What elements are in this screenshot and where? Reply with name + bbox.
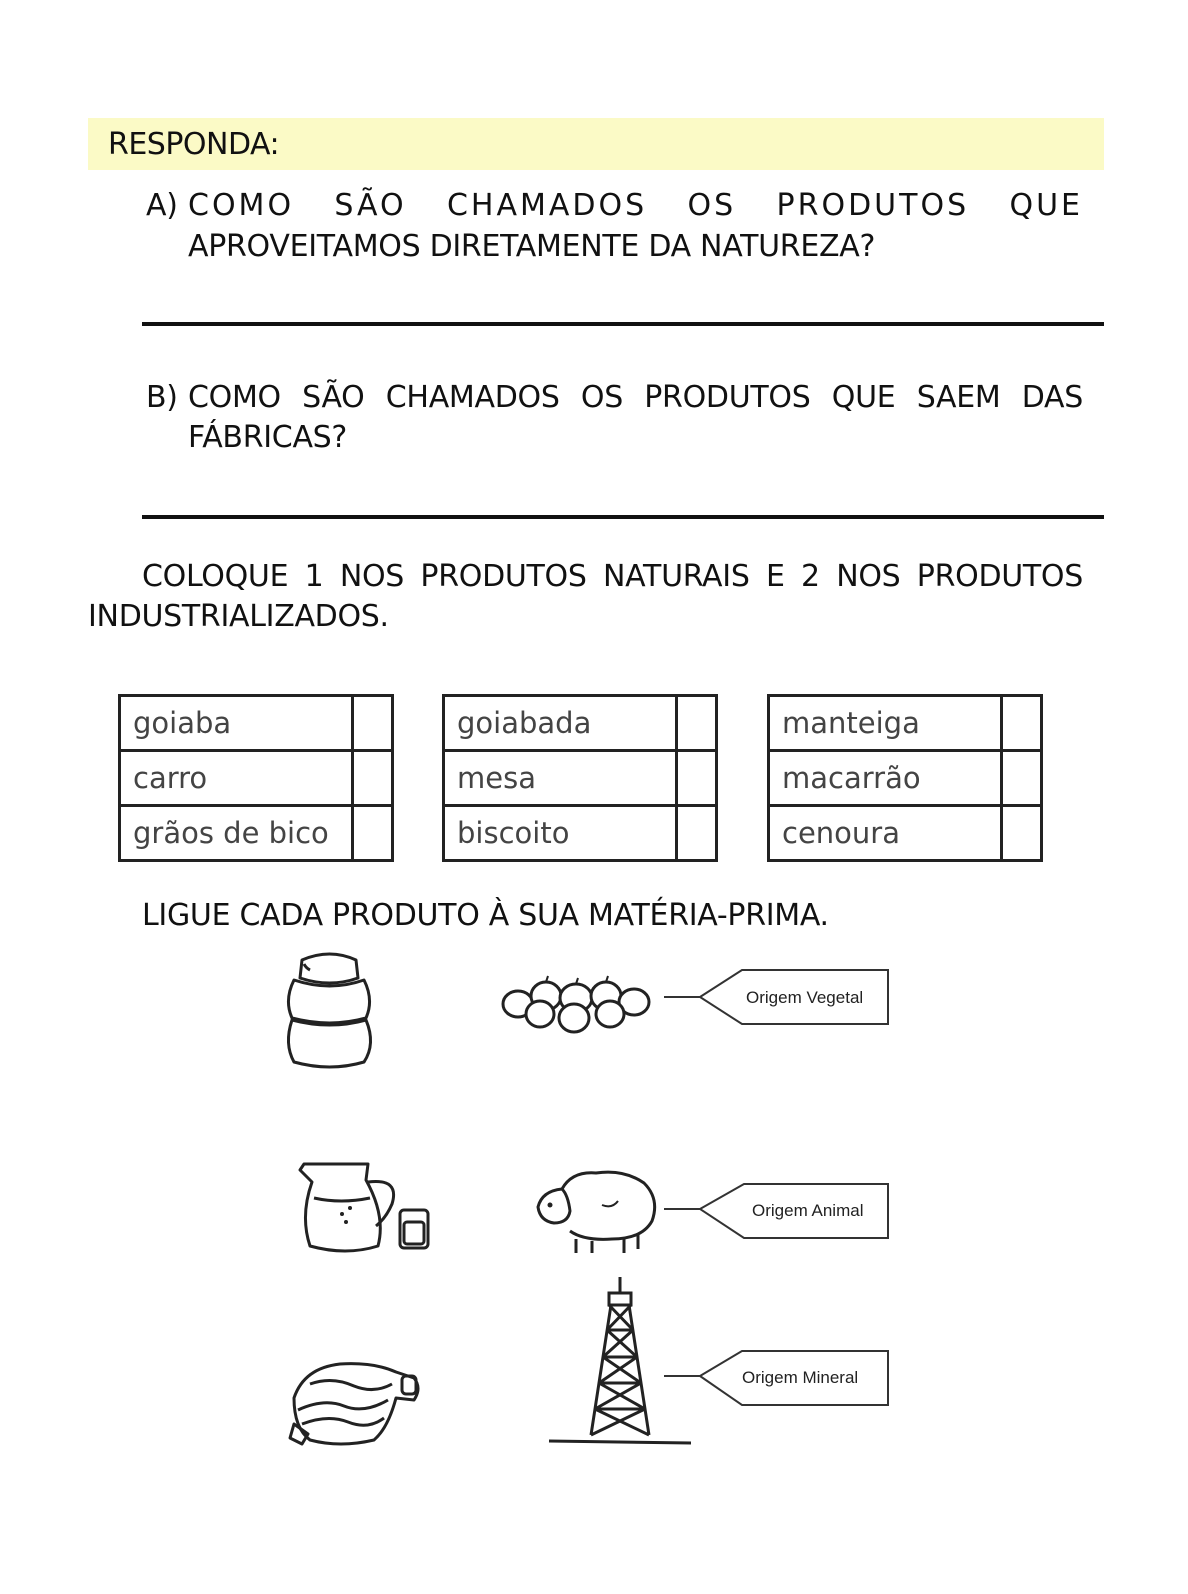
product-cell: manteiga	[769, 696, 1002, 751]
origin-tag-vegetal[interactable]	[662, 966, 892, 1028]
banner-label: RESPONDA:	[108, 127, 280, 162]
answer-box[interactable]	[677, 751, 717, 806]
table-row	[120, 751, 393, 806]
sweater-icon[interactable]	[284, 1358, 424, 1450]
classification-table-1	[118, 694, 394, 862]
answer-line-b[interactable]	[142, 515, 1104, 519]
origin-tag-mineral[interactable]	[662, 1347, 892, 1409]
origin-tag-vegetal-label: Origem Vegetal	[746, 988, 864, 1007]
answer-box[interactable]	[677, 696, 717, 751]
classification-table-3	[767, 694, 1043, 862]
origin-tag-animal-label: Origem Animal	[752, 1201, 864, 1220]
question-a-letter: A)	[146, 188, 178, 223]
answer-box[interactable]	[1002, 806, 1042, 861]
origin-tag-mineral-label: Origem Mineral	[742, 1368, 859, 1387]
answer-line-a[interactable]	[142, 322, 1104, 326]
answer-box[interactable]	[1002, 751, 1042, 806]
table-row	[444, 806, 717, 861]
product-cell: mesa	[444, 751, 677, 806]
classify-instruction-line2: INDUSTRIALIZADOS.	[88, 599, 389, 634]
table-row	[120, 806, 393, 861]
table-row	[769, 751, 1042, 806]
answer-box[interactable]	[677, 806, 717, 861]
question-b-letter: B)	[146, 380, 178, 415]
product-cell: carro	[120, 751, 353, 806]
answer-box[interactable]	[353, 751, 393, 806]
match-instruction: LIGUE CADA PRODUTO À SUA MATÉRIA-PRIMA.	[142, 898, 829, 933]
product-cell: goiaba	[120, 696, 353, 751]
table-row	[120, 696, 393, 751]
classification-table-2	[442, 694, 718, 862]
question-a-line1: COMO SÃO CHAMADOS OS PRODUTOS QUE	[188, 188, 1083, 223]
fruits-icon[interactable]	[500, 968, 660, 1038]
question-a-line2: APROVEITAMOS DIRETAMENTE DA NATUREZA?	[188, 229, 876, 264]
origin-tag-animal[interactable]	[662, 1180, 892, 1242]
question-b-line2: FÁBRICAS?	[188, 420, 348, 455]
juice-jug-icon[interactable]	[296, 1156, 441, 1261]
sheep-icon[interactable]	[532, 1165, 662, 1257]
table-row	[444, 751, 717, 806]
product-cell: grãos de bico	[120, 806, 353, 861]
answer-box[interactable]	[1002, 696, 1042, 751]
table-row	[444, 696, 717, 751]
answer-box[interactable]	[353, 806, 393, 861]
butter-jar-icon[interactable]	[280, 948, 380, 1078]
responda-banner	[88, 118, 1104, 170]
product-cell: goiabada	[444, 696, 677, 751]
classify-instruction-line1: COLOQUE 1 NOS PRODUTOS NATURAIS E 2 NOS PRODUTOS	[142, 559, 1083, 594]
product-cell: cenoura	[769, 806, 1002, 861]
product-cell: biscoito	[444, 806, 677, 861]
answer-box[interactable]	[353, 696, 393, 751]
table-row	[769, 696, 1042, 751]
product-cell: macarrão	[769, 751, 1002, 806]
question-b-line1: COMO SÃO CHAMADOS OS PRODUTOS QUE SAEM DAS	[188, 380, 1083, 415]
table-row	[769, 806, 1042, 861]
